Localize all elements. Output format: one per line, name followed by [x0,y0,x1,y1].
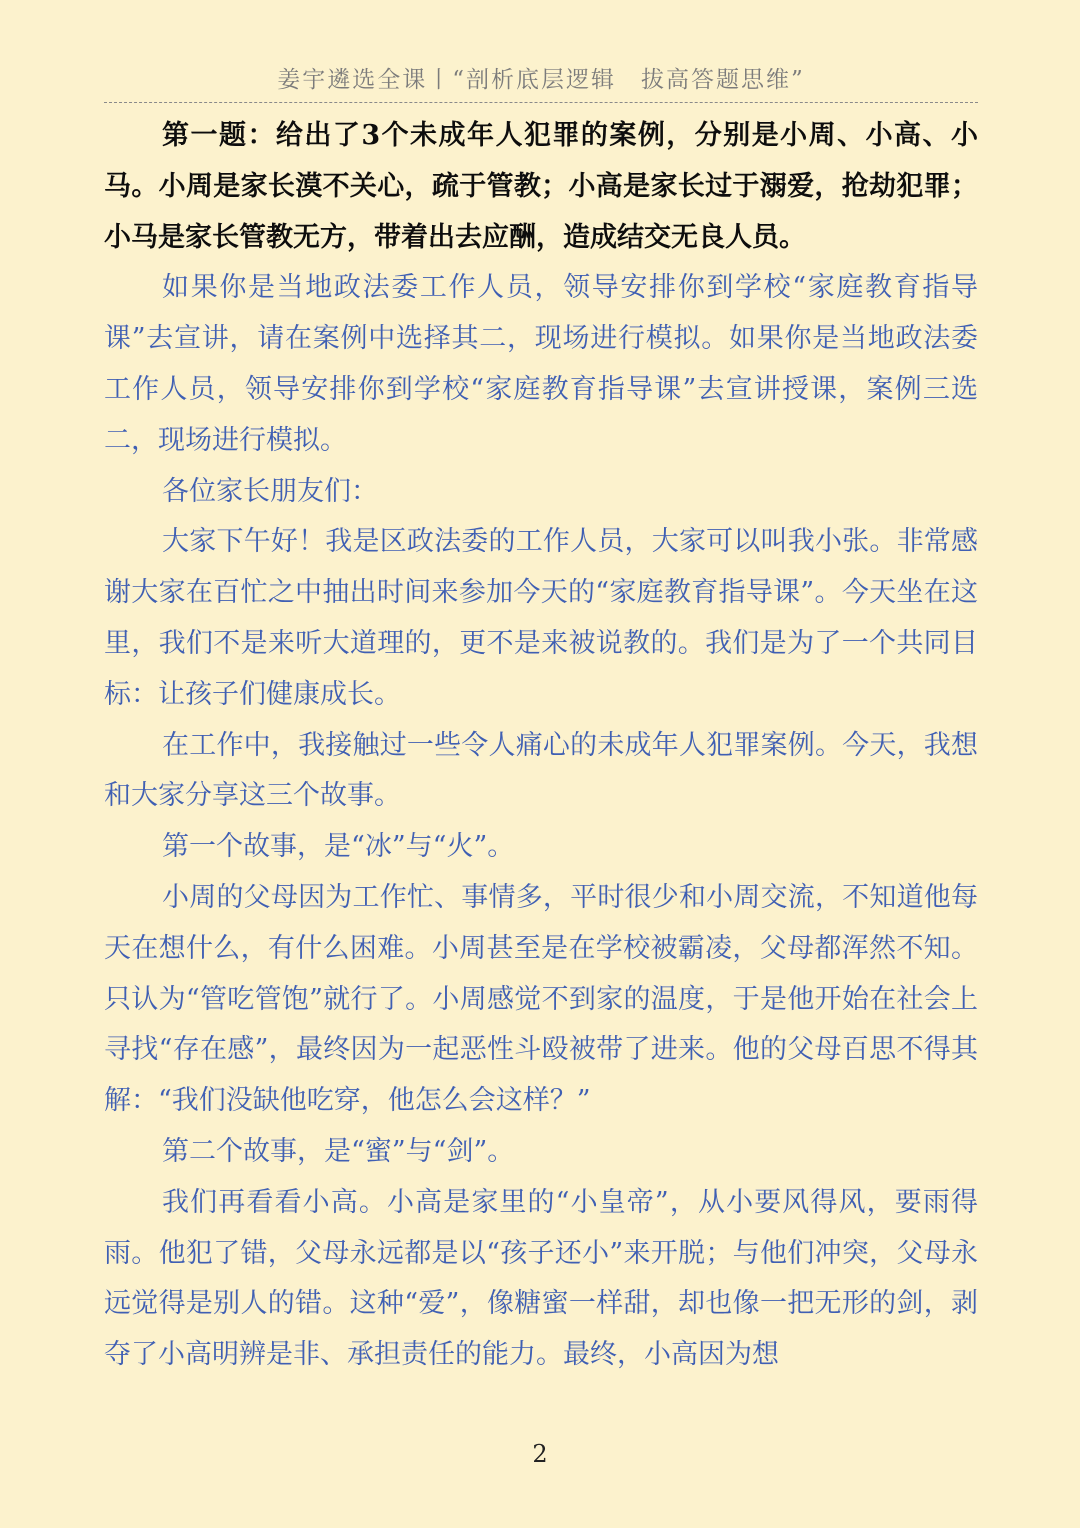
answer-paragraph-1: 如果你是当地政法委工作人员，领导安排你到学校“家庭教育指导课”去宣讲，请在案例中选择其二，现场进行模拟。如果你是当地政法委工作人员，领导安排你到学校“家庭教育指导课”去宣讲授课，案例三选二，现场进行模拟。 [104,272,978,456]
page-header: 姜宇遴选全课丨“剖析底层逻辑 拔高答题思维” [104,62,978,103]
answer-paragraph-greeting: 大家下午好！我是区政法委的工作人员，大家可以叫我小张。非常感谢大家在百忙之中抽出时间来参加今天的“家庭教育指导课”。今天坐在这里，我们不是来听大道理的，更不是来被说教的。我们是为了一个共同目标：让孩子们健康成长。 [104,526,978,710]
story-two-heading: 第二个故事，是“蜜”与“剑”。 [162,1135,515,1167]
question-paragraph: 第一题：给出了3个未成年人犯罪的案例，分别是小周、小高、小马。小周是家长漠不关心，疏于管教；小高是家长过于溺爱，抢劫犯罪；小马是家长管教无方，带着出去应酬，造成结交无良人员。 [104,120,978,253]
story-one-heading: 第一个故事，是“冰”与“火”。 [162,831,515,863]
document-body [104,111,978,1381]
story-two-paragraph: 我们再看看小高。小高是家里的“小皇帝”，从小要风得风，要雨得雨。他犯了错，父母永远都是以“孩子还小”来开脱；与他们冲突，父母永远觉得是别人的错。这种“爱”，像糖蜜一样甜，却也像一把无形的剑，剥夺了小高明辨是非、承担责任的能力。最终，小高因为想 [104,1186,978,1371]
page-number: 2 [532,1440,548,1468]
answer-paragraph-intro: 在工作中，我接触过一些令人痛心的未成年人犯罪案例。今天，我想和大家分享这三个故事。 [104,729,978,812]
story-one-paragraph: 小周的父母因为工作忙、事情多，平时很少和小周交流，不知道他每天在想什么，有什么困难。小周甚至是在学校被霸凌，父母都浑然不知。只认为“管吃管饱”就行了。小周感觉不到家的温度，于是他开始在社会上寻找“存在感”，最终因为一起恶性斗殴被带了进来。他的父母百思不得其解：“我们没缺他吃穿，他怎么会这样？” [104,881,978,1117]
salutation: 各位家长朋友们： [162,475,379,507]
